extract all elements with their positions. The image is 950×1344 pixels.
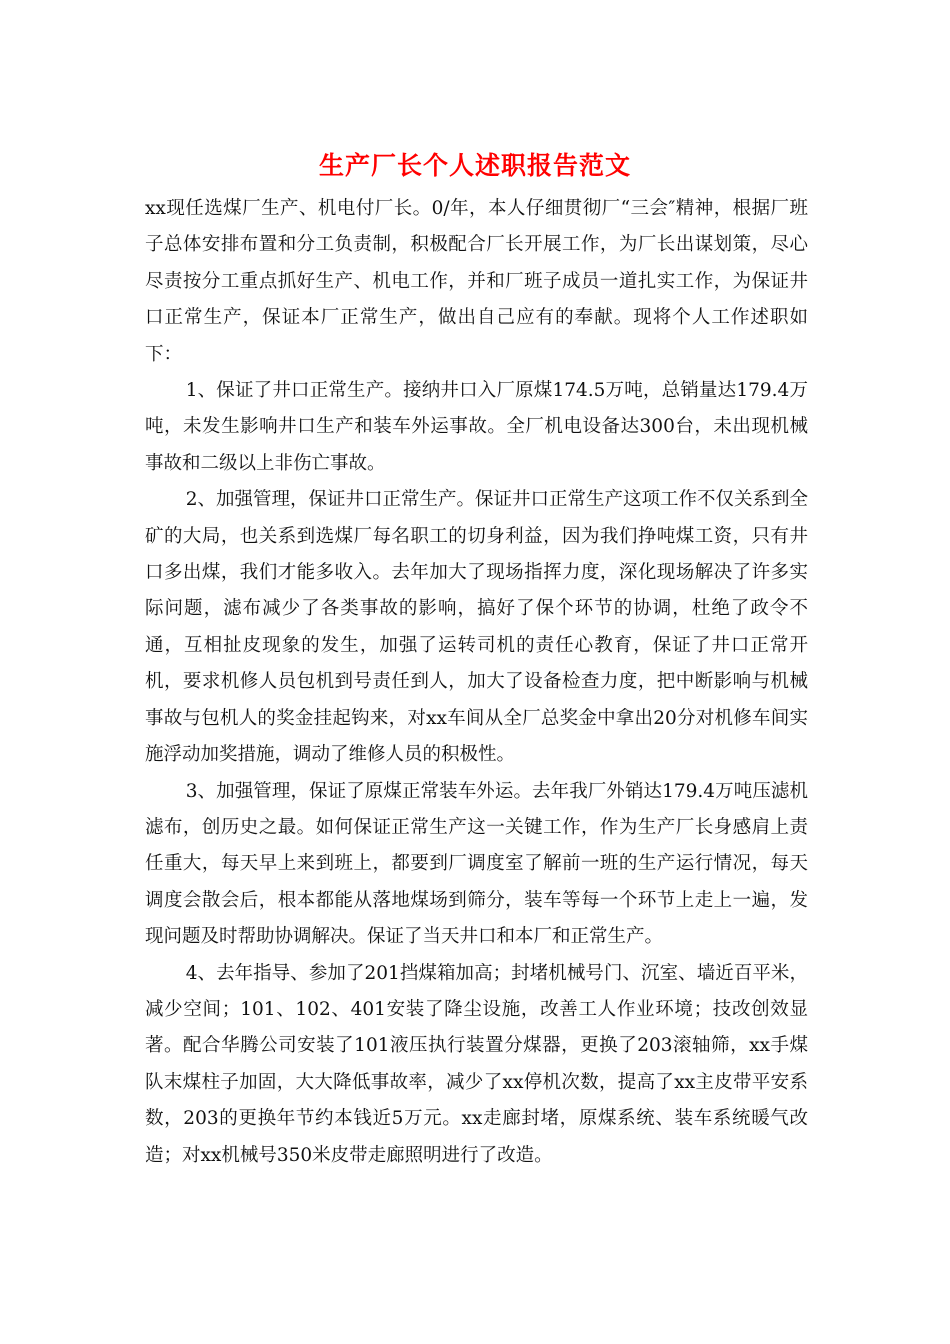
paragraph-item-4: 4、去年指导、参加了201挡煤箱加高；封堵机械号门、沉室、墙近百平米，减少空间；101、102、401安装了降尘设施，改善工人作业环境；技改创效显著。配合华腾公司安装了101液压执行装置分煤器，更换了203滚轴筛，xx手煤队末煤柱子加固，大大降低事故率，减少了xx停机次数，提高了xx主皮带平安系数，203的更换年节约本钱近5万元。xx走廊封堵，原煤系统、装车系统暖气改造；对xx机械号350米皮带走廊照明进行了改造。 bbox=[145, 962, 808, 1166]
intro-paragraph: xx现任选煤厂生产、机电付厂长。0/年，本人仔细贯彻厂“三会″精神，根据厂班子总体安排布置和分工负责制，积极配合厂长开展工作，为厂长出谋划策，尽心尽责按分工重点抓好生产、机电工作，并和厂班子成员一道扎实工作，为保证井口正常生产，保证本厂正常生产，做出自己应有的奉献。现将个人工作述职如下： bbox=[145, 198, 808, 365]
paragraph-item-3: 3、加强管理，保证了原煤正常装车外运。去年我厂外销达179.4万吨压滤机滤布，创历史之最。如何保证正常生产这一关键工作，作为生产厂长身感肩上责任重大，每天早上来到班上，都要到厂调度室了解前一班的生产运行情况，每天调度会散会后，根本都能从落地煤场到筛分，装车等每一个环节上走上一遍，发现问题及时帮助协调解决。保证了当天井口和本厂和正常生产。 bbox=[145, 780, 808, 948]
paragraph-item-2: 2、加强管理，保证井口正常生产。保证井口正常生产这项工作不仅关系到全矿的大局，也关系到选煤厂每名职工的切身利益，因为我们挣吨煤工资，只有井口多出煤，我们才能多收入。去年加大了现场指挥力度，深化现场解决了许多实际问题，滤布减少了各类事故的影响，搞好了保个环节的协调，杜绝了政令不通，互相扯皮现象的发生，加强了运转司机的责任心教育，保证了井口正常开机，要求机修人员包机到号责任到人，加大了设备检查力度，把中断影响与机械事故与包机人的奖金挂起钩来，对xx车间从全厂总奖金中拿出20分对机修车间实施浮动加奖措施，调动了维修人员的积极性。 bbox=[145, 489, 808, 766]
document-title: 生产厂长个人述职报告范文 bbox=[318, 151, 631, 180]
document-body bbox=[145, 191, 808, 1174]
paragraph-item-1: 1、保证了井口正常生产。接纳井口入厂原煤174.5万吨，总销量达179.4万吨，未发生影响井口生产和装车外运事故。全厂机电设备达300台，未出现机械事故和二级以上非伤亡事故。 bbox=[145, 380, 808, 474]
